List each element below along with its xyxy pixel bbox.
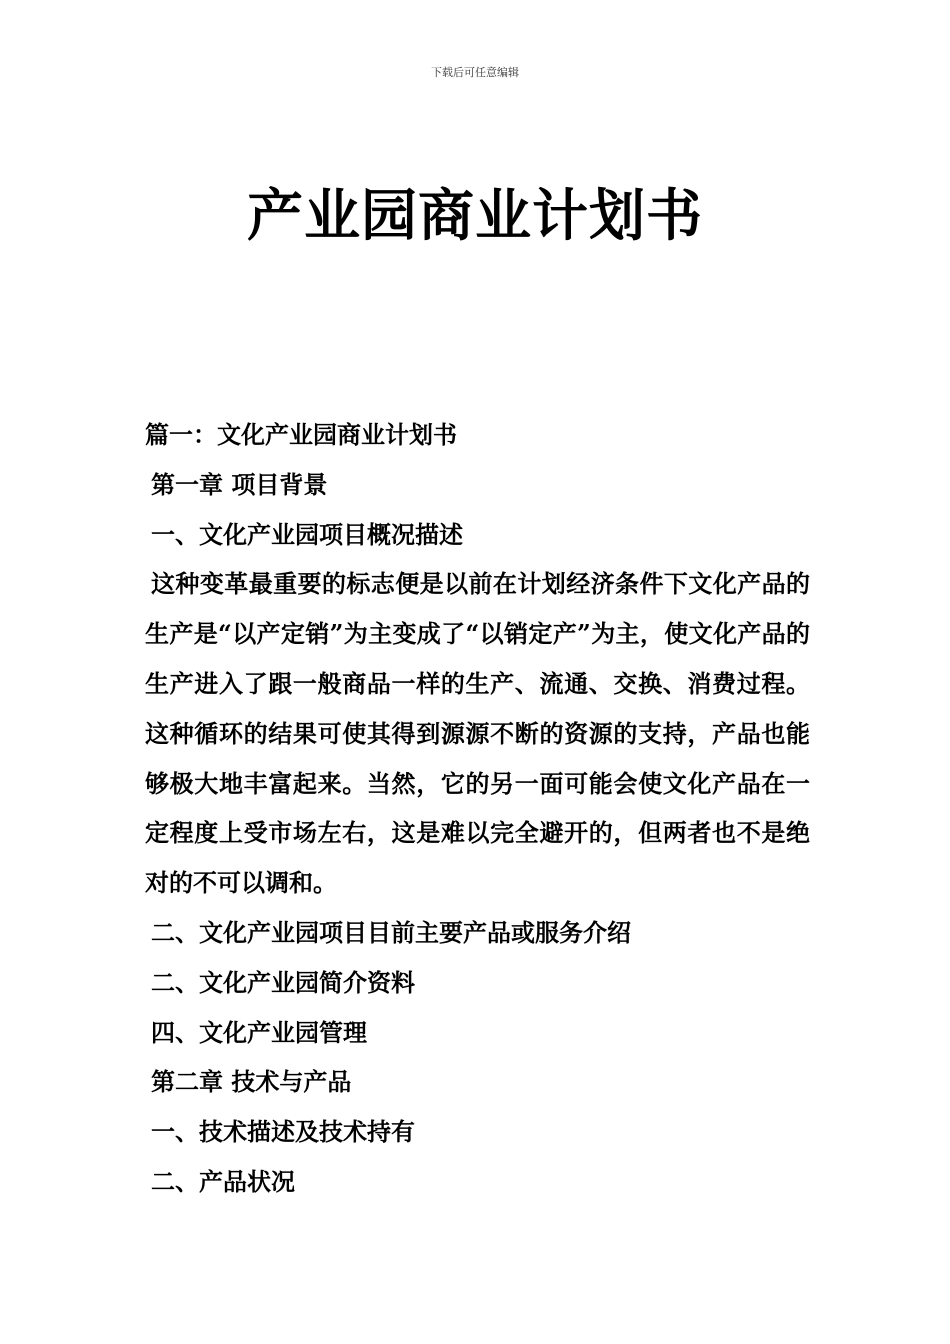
- section-heading-2-2: 二、产品状况: [151, 1166, 295, 1196]
- section-heading-2-1: 一、技术描述及技术持有: [151, 1117, 415, 1147]
- section-heading-1-4: 四、文化产业园管理: [151, 1017, 367, 1047]
- body-paragraph: 这种变革最重要的标志便是以前在计划经济条件下文化产品的生产是“以产定销”为主变成了“以销定产”为主，使文化产品的生产进入了跟一般商品一样的生产、流通、交换、消费过程。这种循环的结果可使其得到源源不断的资源的支持，产品也能够极大地丰富起来。当然，它的另一面可能会使文化产品在一定程度上受市场左右，这是难以完全避开的，但两者也不是绝对的不可以调和。: [145, 569, 810, 898]
- part-heading: 篇一：文化产业园商业计划书: [145, 420, 457, 449]
- document-title: 产业园商业计划书: [247, 183, 703, 249]
- section-heading-1-2: 二、文化产业园项目目前主要产品或服务介绍: [151, 917, 631, 947]
- document-body: [145, 410, 810, 1207]
- section-heading-1-1: 一、文化产业园项目概况描述: [151, 519, 463, 549]
- section-heading-1-3: 二、文化产业园简介资料: [151, 967, 415, 997]
- chapter-heading-2: 第二章 技术与产品: [151, 1067, 352, 1097]
- header-note: 下载后可任意编辑: [431, 66, 519, 79]
- chapter-heading-1: 第一章 项目背景: [151, 469, 328, 499]
